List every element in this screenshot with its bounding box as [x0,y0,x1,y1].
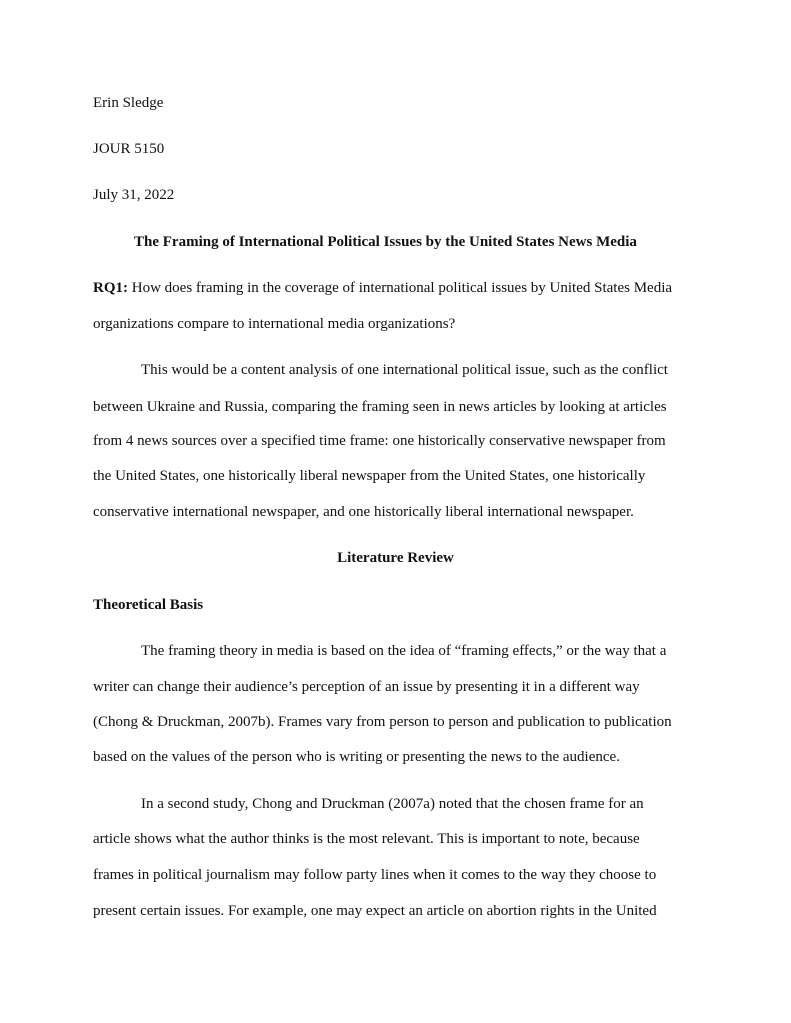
paper-title: The Framing of International Political Issues by the United States News Media [134,234,637,250]
framing-line-4: based on the values of the person who is writing or presenting the news to the audience. [93,749,620,765]
author-name: Erin Sledge [93,95,164,111]
intro-line-1: This would be a content analysis of one international political issue, such as the conflict [141,362,668,378]
framing-line-1: The framing theory in media is based on the idea of “framing effects,” or the way that a [141,643,667,659]
rq1-label: RQ1: [93,280,128,296]
subsection-heading-theoretical-basis: Theoretical Basis [93,597,204,613]
research-question-1 [93,279,672,297]
intro-line-2: between Ukraine and Russia, comparing the framing seen in news articles by looking at articles [93,399,667,415]
intro-line-3: from 4 news sources over a specified time frame: one historically conservative newspaper from [93,433,666,449]
document-date: July 31, 2022 [93,187,175,203]
framing-line-2: writer can change their audience’s perception of an issue by presenting it in a different way [93,679,640,695]
framing-line-3: (Chong & Druckman, 2007b). Frames vary from person to person and publication to publication [93,714,672,730]
section-heading-literature-review: Literature Review [337,550,454,566]
course-code: JOUR 5150 [93,141,165,157]
rq1-text-line-1: How does framing in the coverage of international political issues by United States Media [131,280,673,296]
second-study-line-1: In a second study, Chong and Druckman (2007a) noted that the chosen frame for an [141,796,644,812]
second-study-line-3: frames in political journalism may follow party lines when it comes to the way they choose to [93,867,657,883]
second-study-line-4: present certain issues. For example, one may expect an article on abortion rights in the United [93,903,657,919]
rq1-text-line-2: organizations compare to international media organizations? [93,316,456,332]
intro-line-5: conservative international newspaper, and one historically liberal international newspaper. [93,504,634,520]
second-study-line-2: article shows what the author thinks is the most relevant. This is important to note, because [93,831,640,847]
intro-line-4: the United States, one historically liberal newspaper from the United States, one historically [93,468,646,484]
